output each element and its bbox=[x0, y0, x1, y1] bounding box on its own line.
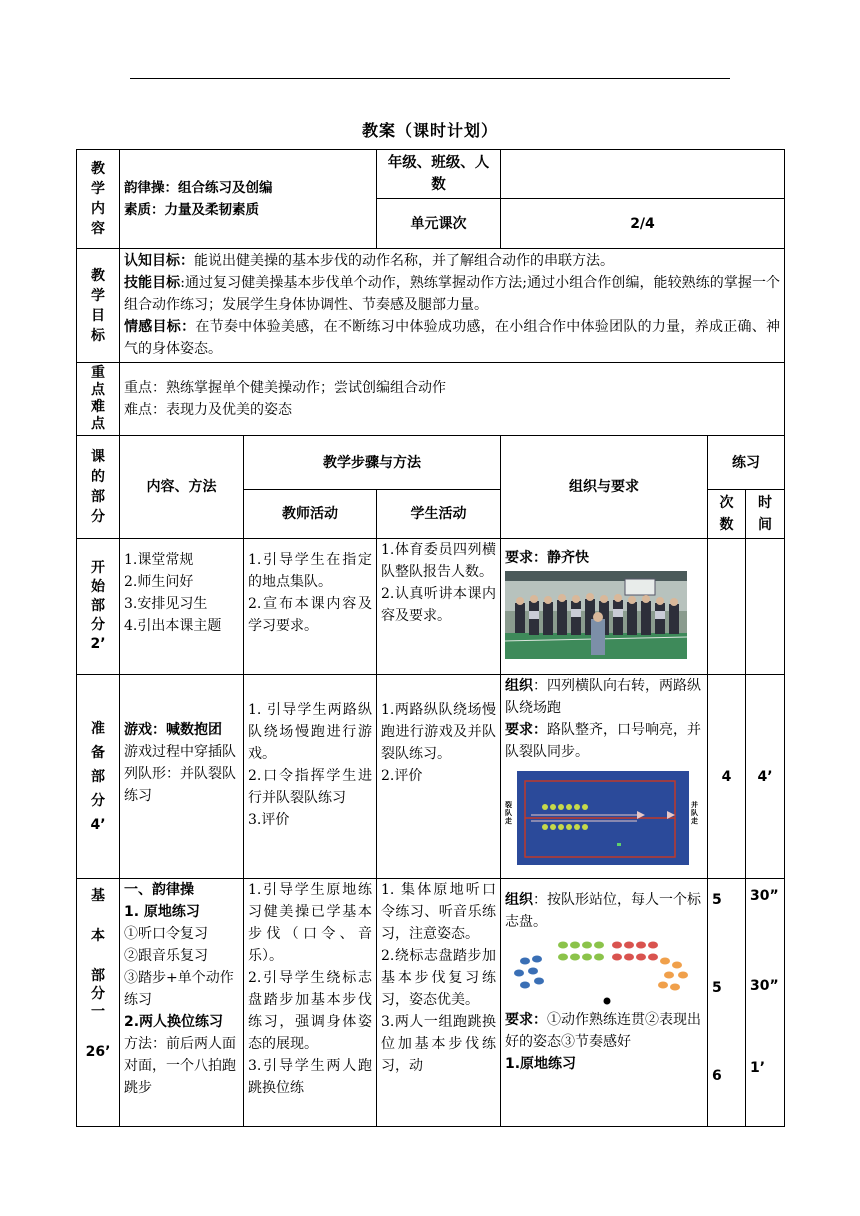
label-teaching-content: 教 学 内 容 bbox=[77, 150, 120, 249]
basic-student: 1. 集体原地听口令练习、听音乐练习，注意姿态。 2.绕标志盘踏步加基本步伐复习练习，姿态优美。 3.两人一组跑跳换位加基本步伐练习，动 bbox=[377, 879, 501, 1127]
header-teacher: 教师活动 bbox=[244, 490, 377, 539]
basic-teacher: 1.引导学生原地练习健美操已学基本步伐（口令、音乐）。 2.引导学生绕标志盘踏步加基本步伐练习，强调身体姿态的展现。 3.引导学生两人跑跳换位练 bbox=[244, 879, 377, 1127]
header-organization: 组织与要求 bbox=[501, 436, 708, 539]
page-title: 教案（课时计划） bbox=[361, 121, 498, 140]
basic-content: 一、韵律操 1. 原地练习 ①听口令复习 ②跟音乐复习 ③踏步+单个动作练习 2.两人换位练习 方法：前后两人面对面，一个八拍跑跳步 bbox=[120, 879, 244, 1127]
header-rule bbox=[130, 78, 730, 79]
header-student: 学生活动 bbox=[377, 490, 501, 539]
start-times bbox=[708, 539, 746, 675]
label-objectives: 教 学 目 标 bbox=[77, 249, 120, 363]
merge-label: 并队走 bbox=[691, 801, 698, 825]
header-practice: 练习 bbox=[708, 436, 785, 490]
prep-student: 1.两路纵队绕场慢跑进行游戏及并队裂队练习。 2.评价 bbox=[377, 675, 501, 879]
unit-label: 单元课次 bbox=[377, 199, 501, 249]
start-student: 1.体育委员四列横队整队报告人数。 2.认真听讲本课内容及要求。 bbox=[377, 539, 501, 675]
prep-content: 游戏：喊数抱团 游戏过程中穿插队列队形：并队裂队练习 bbox=[120, 675, 244, 879]
label-start-section: 开 始 部 分 2’ bbox=[77, 539, 120, 675]
header-times: 次 数 bbox=[708, 490, 746, 539]
start-duration bbox=[746, 539, 785, 675]
start-teacher: 1.引导学生在指定的地点集队。 2.宣布本课内容及学习要求。 bbox=[244, 539, 377, 675]
grade-label: 年级、班级、人数 bbox=[377, 150, 501, 199]
key-points: 重点：熟练掌握单个健美操动作；尝试创编组合动作 难点：表现力及优美的姿态 bbox=[120, 363, 785, 436]
basic-organization: 组织：按队形站位，每人一个标志盘。 要求：①动作熟练连贯②表现出好的姿态③节奏感好 1.原地练习 bbox=[501, 879, 708, 1127]
objectives bbox=[120, 249, 785, 363]
header-duration: 时 间 bbox=[746, 490, 785, 539]
prep-duration: 4’ bbox=[746, 675, 785, 879]
skill-objective: 技能目标:通过复习健美操基本步伐单个动作，熟练掌握动作方法;通过小组合作创编，能较熟练的掌握一个组合动作练习；发展学生身体协调性、节奏感及腿部力量。 bbox=[124, 275, 780, 313]
court-diagram bbox=[505, 771, 703, 865]
teaching-content: 韵律操：组合练习及创编 素质：力量及柔韧素质 bbox=[120, 150, 377, 249]
start-organization: 要求：静齐快 bbox=[501, 539, 708, 675]
label-basic-section: 基 本 部 分 一 26’ bbox=[77, 879, 120, 1127]
header-content-method: 内容、方法 bbox=[120, 436, 244, 539]
header-steps: 教学步骤与方法 bbox=[244, 436, 501, 490]
emotion-objective: 情感目标：在节奏中体验美感，在不断练习中体验成功感，在小组合作中体验团队的力量，养成正确、神气的身体姿态。 bbox=[124, 319, 781, 357]
label-section: 课 的 部 分 bbox=[77, 436, 120, 539]
basic-duration: 30” 30” 1’ bbox=[746, 879, 785, 1127]
prep-organization: 组织：四列横队向右转，两路纵队绕场跑 要求：路队整齐，口号响亮，并队裂队同步。 裂队走 并队走 bbox=[501, 675, 708, 879]
cognitive-objective: 认知目标：能说出健美操的基本步伐的动作名称，并了解组合动作的串联方法。 bbox=[124, 253, 614, 269]
lesson-plan-table bbox=[76, 149, 785, 1127]
split-label: 裂队走 bbox=[505, 801, 512, 825]
start-content: 1.课堂常规 2.师生问好 3.安排见习生 4.引出本课主题 bbox=[120, 539, 244, 675]
gym-photo bbox=[505, 571, 703, 666]
prep-times: 4 bbox=[708, 675, 746, 879]
basic-times: 5 5 6 bbox=[708, 879, 746, 1127]
grade-value bbox=[501, 150, 785, 199]
prep-teacher: 1. 引导学生两路纵队绕场慢跑进行游戏。 2.口令指挥学生进行并队裂队练习 3.评价 bbox=[244, 675, 377, 879]
label-prep-section: 准 备 部 分 4’ bbox=[77, 675, 120, 879]
label-key-points: 重 点 难 点 bbox=[77, 363, 120, 436]
unit-value: 2/4 bbox=[501, 199, 785, 249]
formation-diagram bbox=[505, 939, 703, 1005]
